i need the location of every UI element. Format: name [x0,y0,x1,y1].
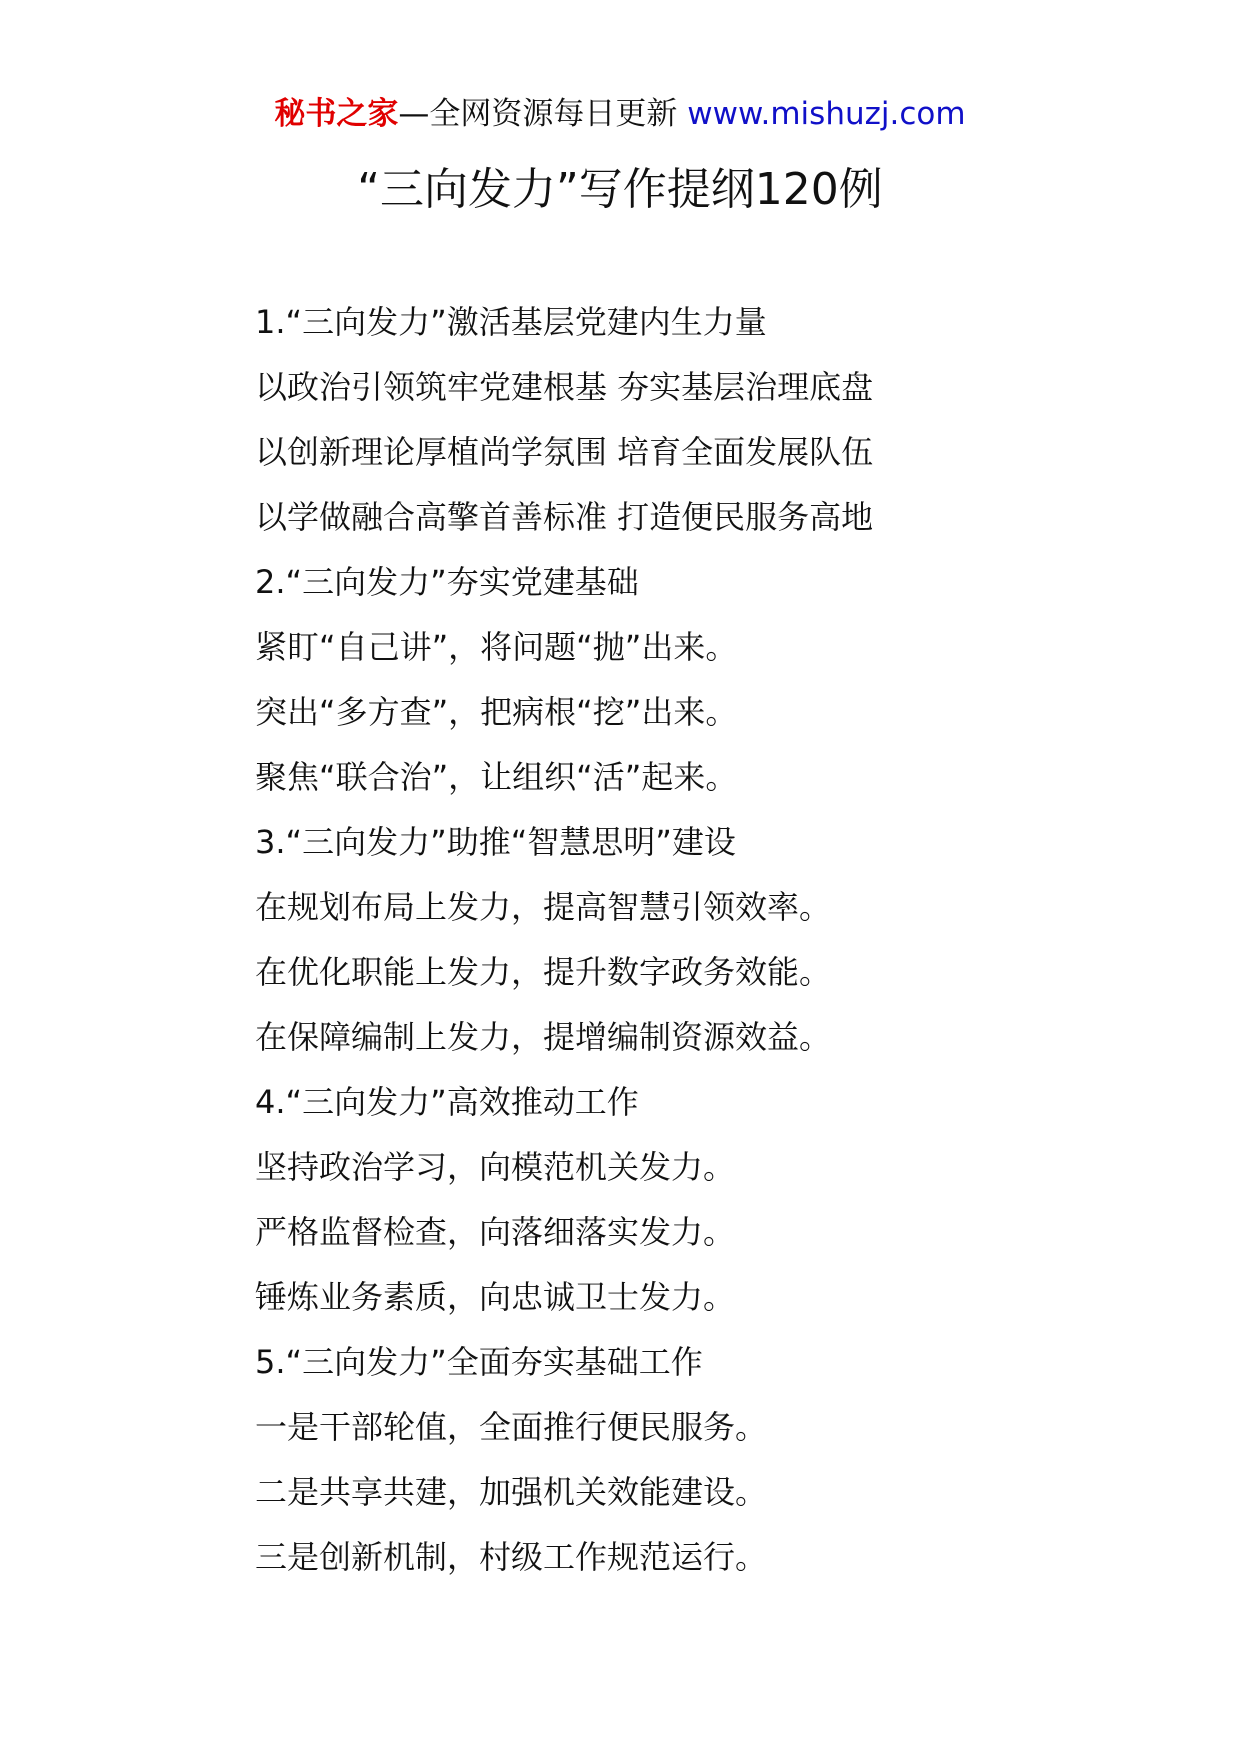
body-line: 一是干部轮值，全面推行便民服务。 [255,1408,768,1446]
site-header [0,94,1240,134]
body-line: 以政治引领筑牢党建根基 夯实基层治理底盘 [255,368,874,406]
body-line: 聚焦“联合治”，让组织“活”起来。 [255,758,738,796]
body-line: 以学做融合高擎首善标准 打造便民服务高地 [255,498,874,536]
body-line: 坚持政治学习，向模范机关发力。 [255,1148,736,1186]
body-line: 突出“多方查”，把病根“挖”出来。 [255,693,738,731]
body-line: 在优化职能上发力，提升数字政务效能。 [255,953,832,991]
body-line: 三是创新机制，村级工作规范运行。 [255,1538,768,1576]
site-tagline: —全网资源每日更新 [398,96,678,132]
heading-2: 2.“三向发力”夯实党建基础 [255,563,639,601]
site-url-link[interactable]: www.mishuzj.com [687,96,966,132]
body-line: 严格监督检查，向落细落实发力。 [255,1213,736,1251]
heading-3: 3.“三向发力”助推“智慧思明”建设 [255,823,736,861]
body-line: 在规划布局上发力，提高智慧引领效率。 [255,888,832,926]
document-title: “三向发力”写作提纲120例 [357,164,883,215]
document-body [255,290,1155,1590]
heading-1: 1.“三向发力”激活基层党建内生力量 [255,303,767,341]
body-line: 紧盯“自己讲”，将问题“抛”出来。 [255,628,738,666]
body-line: 在保障编制上发力，提增编制资源效益。 [255,1018,832,1056]
heading-4: 4.“三向发力”高效推动工作 [255,1083,639,1121]
heading-5: 5.“三向发力”全面夯实基础工作 [255,1343,703,1381]
site-brand: 秘书之家 [274,96,399,132]
body-line: 以创新理论厚植尚学氛围 培育全面发展队伍 [255,433,874,471]
body-line: 二是共享共建，加强机关效能建设。 [255,1473,768,1511]
body-line: 锤炼业务素质，向忠诚卫士发力。 [255,1278,736,1316]
